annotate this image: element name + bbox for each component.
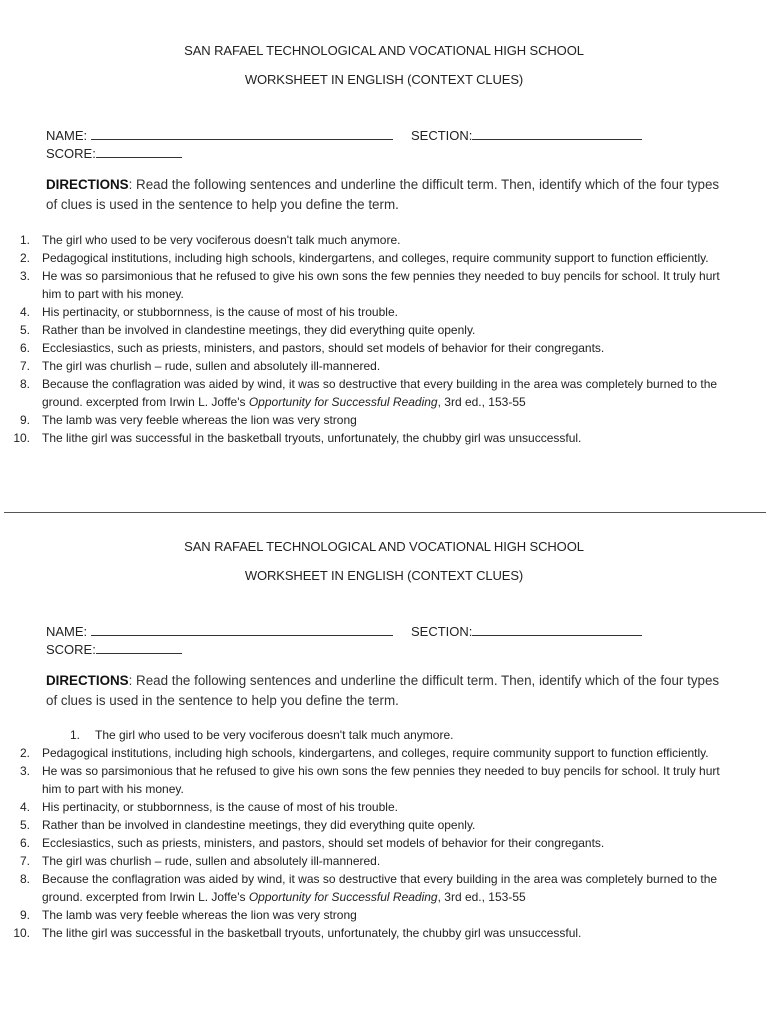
- list-item: 9. The lamb was very feeble whereas the lion was very strong: [19, 413, 357, 427]
- directions-text: : Read the following sentences and underline the difficult term. Then, identify which of the four types of clues is used in the sentence to help you define the term.: [46, 673, 720, 708]
- name-blank[interactable]: [91, 127, 393, 140]
- score-blank[interactable]: [96, 145, 182, 158]
- list-item: 10. The lithe girl was successful in the basketball tryouts, unfortunately, the chubby girl was unsuccessful.: [13, 431, 582, 445]
- worksheet-title: WORKSHEET IN ENGLISH (CONTEXT CLUES): [244, 568, 524, 583]
- score-label: SCORE:: [46, 146, 96, 161]
- list-item: 7. The girl was churlish – rude, sullen and absolutely ill-mannered.: [19, 854, 381, 868]
- list-item: 4. His pertinacity, or stubbornness, is the cause of most of his trouble.: [19, 800, 398, 814]
- list-item: 2. Pedagogical institutions, including high schools, kindergartens, and colleges, require community support to function efficiently.: [19, 746, 709, 760]
- list-item: 5. Rather than be involved in clandestine meetings, they did everything quite openly.: [19, 818, 476, 832]
- score-label: SCORE:: [46, 642, 96, 657]
- name-row: [46, 127, 393, 143]
- list-item: 2. Pedagogical institutions, including high schools, kindergartens, and colleges, require community support to function efficiently.: [19, 251, 709, 265]
- score-row: [46, 641, 182, 657]
- list-item: 3. He was so parsimonious that he refused to give his own sons the few pennies they needed to buy pencils for school. It truly hurt him to part with his money.: [19, 269, 720, 301]
- directions: [46, 671, 726, 711]
- section-label: SECTION:: [411, 128, 473, 143]
- list-item: 1. The girl who used to be very vociferous doesn't talk much anymore.: [69, 728, 454, 742]
- name-label: NAME:: [46, 624, 88, 639]
- item-list: [0, 726, 768, 942]
- list-item: 8. Because the conflagration was aided by wind, it was so destructive that every building in the area was completely burned to the ground. excerpted from Irwin L. Joffe's Opportunity for Successful Reading, 3rd ed., 153-55: [19, 872, 718, 904]
- list-item: 7. The girl was churlish – rude, sullen and absolutely ill-mannered.: [19, 359, 381, 373]
- section-label: SECTION:: [411, 624, 473, 639]
- directions-label: DIRECTIONS: [46, 673, 129, 688]
- directions-text: : Read the following sentences and underline the difficult term. Then, identify which of the four types of clues is used in the sentence to help you define the term.: [46, 177, 720, 212]
- worksheet-title: WORKSHEET IN ENGLISH (CONTEXT CLUES): [244, 72, 524, 87]
- list-item: 4. His pertinacity, or stubbornness, is the cause of most of his trouble.: [19, 305, 398, 319]
- score-blank[interactable]: [96, 641, 182, 654]
- name-blank[interactable]: [91, 623, 393, 636]
- name-label: NAME:: [46, 128, 88, 143]
- directions-label: DIRECTIONS: [46, 177, 129, 192]
- list-item: 5. Rather than be involved in clandestine meetings, they did everything quite openly.: [19, 323, 476, 337]
- list-item: 9. The lamb was very feeble whereas the lion was very strong: [19, 908, 357, 922]
- list-item: 6. Ecclesiastics, such as priests, ministers, and pastors, should set models of behavior for their congregants.: [19, 341, 605, 355]
- cut-line-divider: [4, 512, 766, 513]
- list-item: 6. Ecclesiastics, such as priests, ministers, and pastors, should set models of behavior for their congregants.: [19, 836, 605, 850]
- list-item: 1. The girl who used to be very vociferous doesn't talk much anymore.: [19, 233, 401, 247]
- section-row: [411, 127, 642, 143]
- item-list: [0, 231, 768, 447]
- list-item: 10. The lithe girl was successful in the basketball tryouts, unfortunately, the chubby girl was unsuccessful.: [13, 926, 582, 940]
- score-row: [46, 145, 182, 161]
- list-item: 3. He was so parsimonious that he refused to give his own sons the few pennies they needed to buy pencils for school. It truly hurt him to part with his money.: [19, 764, 720, 796]
- section-row: [411, 623, 642, 639]
- directions: [46, 175, 726, 215]
- section-blank[interactable]: [472, 623, 642, 636]
- school-name: SAN RAFAEL TECHNOLOGICAL AND VOCATIONAL HIGH SCHOOL: [184, 43, 584, 58]
- name-row: [46, 623, 393, 639]
- school-name: SAN RAFAEL TECHNOLOGICAL AND VOCATIONAL HIGH SCHOOL: [184, 539, 584, 554]
- list-item: 8. Because the conflagration was aided by wind, it was so destructive that every building in the area was completely burned to the ground. excerpted from Irwin L. Joffe's Opportunity for Successful Reading, 3rd ed., 153-55: [19, 377, 718, 409]
- section-blank[interactable]: [472, 127, 642, 140]
